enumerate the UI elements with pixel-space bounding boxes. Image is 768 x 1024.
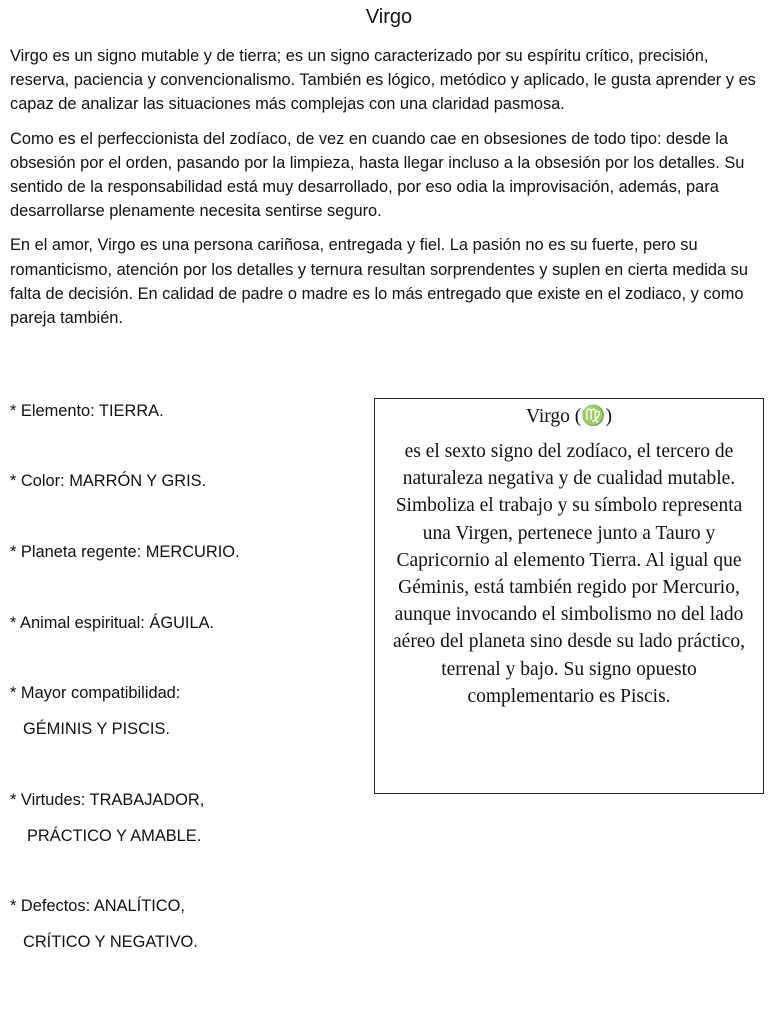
fact-defects-label: * Defectos: ANALÍTICO, (10, 897, 185, 915)
fact-virtues (10, 789, 350, 847)
info-box-title: Virgo (♍) (525, 406, 613, 427)
fact-virtues-label: * Virtudes: TRABAJADOR, (10, 791, 205, 809)
fact-virtues-value: PRÁCTICO Y AMABLE. (27, 827, 202, 845)
paragraph-perfectionism: Como es el perfeccionista del zodíaco, de vez en cuando cae en obsesiones de todo tipo: desde la obsesión por el orden, pasando por la limpieza, hasta llegar incluso a la obsesión por los detalles. Su sentido de la responsabilidad está muy desarrollado, por eso odia la improvisación, además, para desarrollarse plenamente necesita sentirse seguro. (10, 129, 745, 221)
fact-color (10, 470, 350, 492)
fact-element (10, 400, 350, 422)
intro-text (10, 44, 762, 340)
fact-color-text: * Color: MARRÓN Y GRIS. (10, 472, 207, 490)
fact-spirit-animal-text: * Animal espiritual: ÁGUILA. (10, 614, 215, 632)
fact-element-text: * Elemento: TIERRA. (10, 402, 164, 420)
fact-defects-value: CRÍTICO Y NEGATIVO. (23, 933, 198, 951)
fact-planet-text: * Planeta regente: MERCURIO. (10, 543, 240, 561)
fact-spirit-animal (10, 612, 350, 634)
paragraph-personality: Virgo es un signo mutable y de tierra; es un signo caracterizado por su espíritu crítico, precisión, reserva, paciencia y convencionalismo. También es lógico, metódico y aplicado, le gusta aprender y es capaz de analizar las situaciones más complejas con una claridad pasmosa. (10, 47, 756, 114)
info-box-body: es el sexto signo del zodíaco, el tercero de naturaleza negativa y de cualidad mutable. Simboliza el trabajo y su símbolo representa una Virgen, pertenece junto a Tauro y Capricornio al elemento Tierra. Al igual que Géminis, está también regido por Mercurio, aunque invocando el simbolismo no del lado aéreo del planeta sino desde su lado práctico, terrenal y bajo. Su signo opuesto complementario es Piscis. (393, 441, 745, 707)
info-box (374, 398, 764, 794)
paragraph-love: En el amor, Virgo es una persona cariñosa, entregada y fiel. La pasión no es su fuerte, pero su romanticismo, atención por los detalles y ternura resultan sorprendentes y suplen en cierta medida su falta de decisión. En calidad de padre o madre es lo más entregado que existe en el zodiaco, y como pareja también. (10, 236, 748, 328)
fact-compatibility-label: * Mayor compatibilidad: (10, 684, 181, 702)
page-title: Virgo (365, 6, 413, 28)
fact-compatibility (10, 682, 350, 740)
fact-compatibility-value: GÉMINIS Y PISCIS. (23, 720, 170, 738)
fact-planet (10, 541, 350, 563)
fact-defects (10, 895, 350, 953)
